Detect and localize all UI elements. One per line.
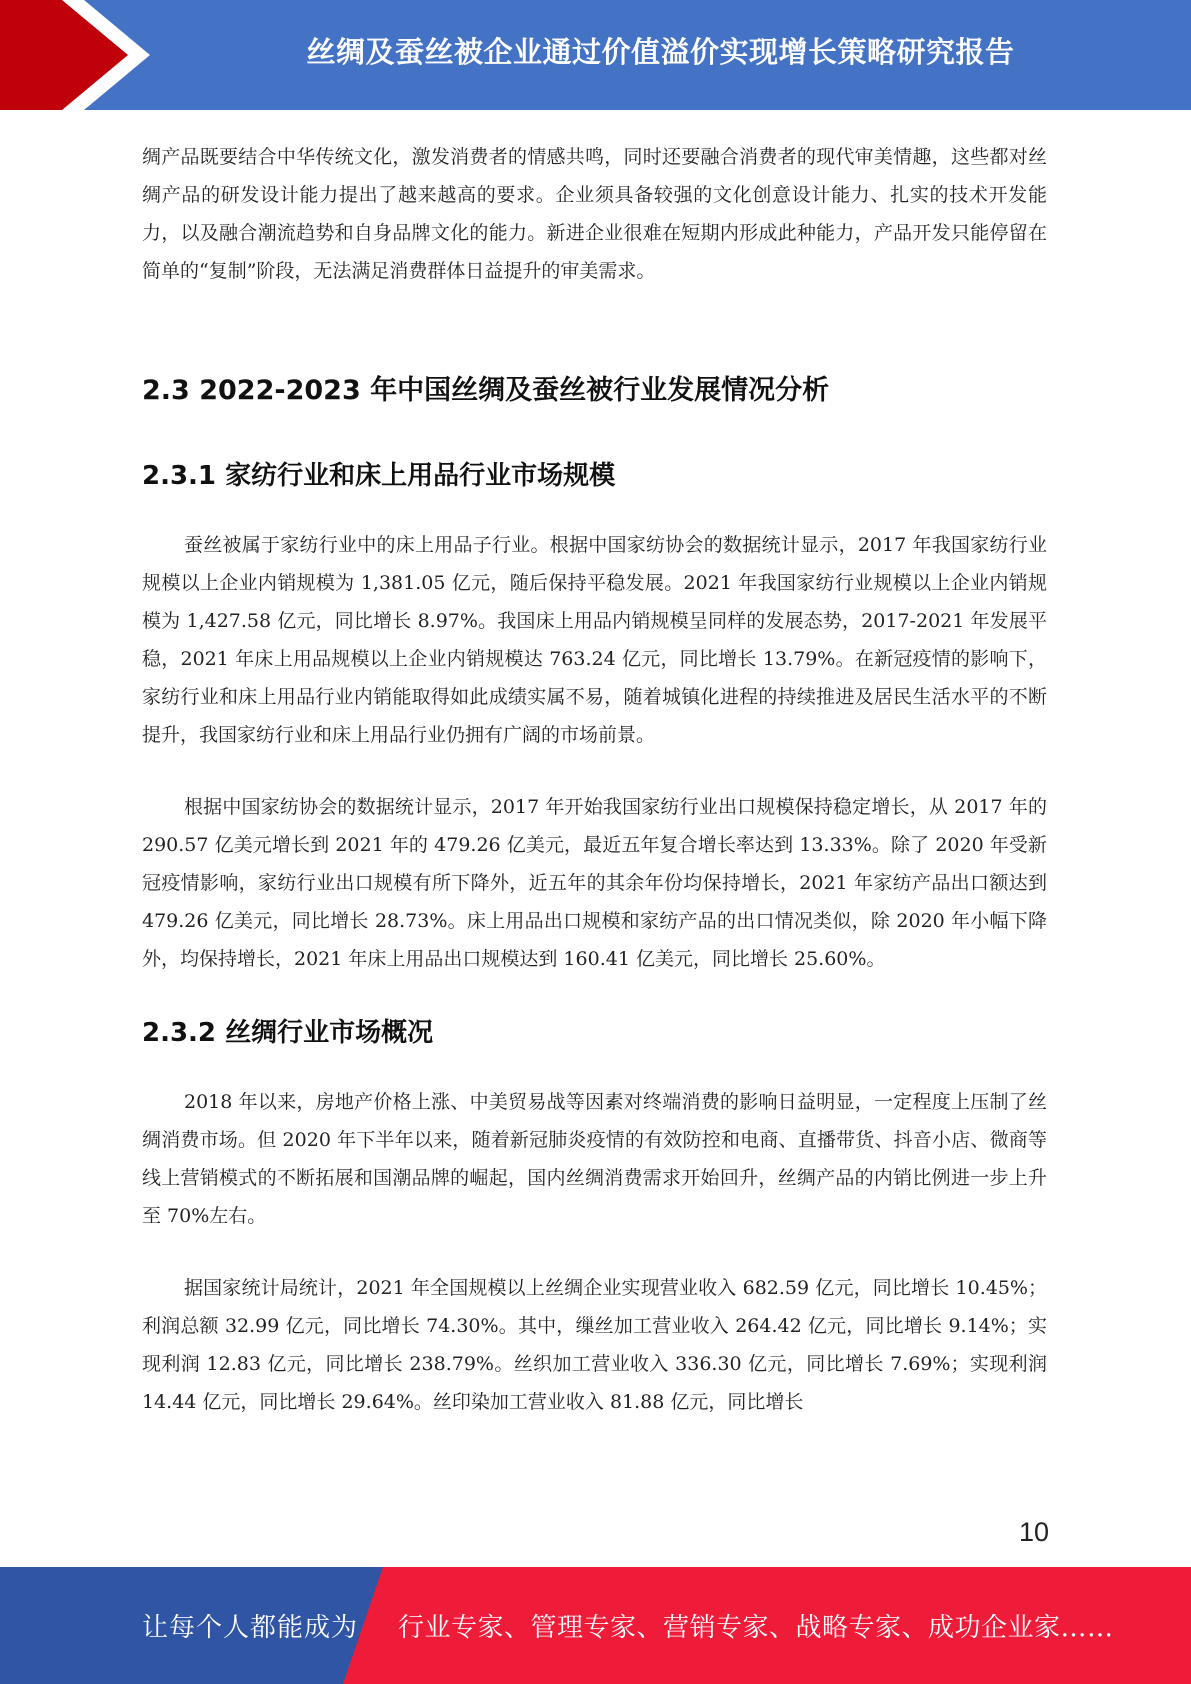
- page-footer: [0, 1567, 1191, 1684]
- page-content: [142, 120, 1047, 1421]
- footer-slogan-right: 行业专家、管理专家、营销专家、战略专家、成功企业家……: [398, 1613, 1114, 1643]
- section-2-3-1-paragraph-1: 蚕丝被属于家纺行业中的床上用品子行业。根据中国家纺协会的数据统计显示，2017 年我国家纺行业规模以上企业内销规模为 1,381.05 亿元，随后保持平稳发展。2021 年我国家纺行业规模以上企业内销规模为 1,427.58 亿元，同比增长 8.97%。我国床上用品内销规模呈同样的发展态势，2017-2021 年发展平稳，2021 年床上用品规模以上企业内销规模达 763.24 亿元，同比增长 13.79%。在新冠疫情的影响下，家纺行业和床上用品行业内销能取得如此成绩实属不易，随着城镇化进程的持续推进及居民生活水平的不断提升，我国家纺行业和床上用品行业仍拥有广阔的市场前景。: [142, 534, 1047, 746]
- section-2-3-2-paragraph-2: 据国家统计局统计，2021 年全国规模以上丝绸企业实现营业收入 682.59 亿元，同比增长 10.45%；利润总额 32.99 亿元，同比增长 74.30%。其中，缫丝加工营业收入 264.42 亿元，同比增长 9.14%；实现利润 12.83 亿元，同比增长 238.79%。丝织加工营业收入 336.30 亿元，同比增长 7.69%；实现利润 14.44 亿元，同比增长 29.64%。丝印染加工营业收入 81.88 亿元，同比增长: [142, 1277, 1047, 1413]
- section-2-3-1-paragraph-2: 根据中国家纺协会的数据统计显示，2017 年开始我国家纺行业出口规模保持稳定增长，从 2017 年的 290.57 亿美元增长到 2021 年的 479.26 亿美元，最近五年复合增长率达到 13.33%。除了 2020 年受新冠疫情影响，家纺行业出口规模有所下降外，近五年的其余年份均保持增长，2021 年家纺产品出口额达到 479.26 亿美元，同比增长 28.73%。床上用品出口规模和家纺产品的出口情况类似，除 2020 年小幅下降外，均保持增长，2021 年床上用品出口规模达到 160.41 亿美元，同比增长 25.60%。: [142, 796, 1047, 970]
- section-2-3-2-paragraph-1: 2018 年以来，房地产价格上涨、中美贸易战等因素对终端消费的影响日益明显，一定程度上压制了丝绸消费市场。但 2020 年下半年以来，随着新冠肺炎疫情的有效防控和电商、直播带货、抖音小店、微商等线上营销模式的不断拓展和国潮品牌的崛起，国内丝绸消费需求开始回升，丝绸产品的内销比例进一步上升至 70%左右。: [142, 1091, 1047, 1227]
- section-2-3-1-heading: 2.3.1 家纺行业和床上用品行业市场规模: [142, 461, 616, 491]
- intro-paragraph: 绸产品既要结合中华传统文化，激发消费者的情感共鸣，同时还要融合消费者的现代审美情趣，这些都对丝绸产品的研发设计能力提出了越来越高的要求。企业须具备较强的文化创意设计能力、扎实的技术开发能力，以及融合潮流趋势和自身品牌文化的能力。新进企业很难在短期内形成此种能力，产品开发只能停留在简单的“复制”阶段，无法满足消费群体日益提升的审美需求。: [142, 146, 1047, 282]
- footer-slogan-left: 让每个人都能成为: [142, 1613, 359, 1643]
- page-number: 10: [1018, 1517, 1049, 1547]
- section-2-3-heading: 2.3 2022-2023 年中国丝绸及蚕丝被行业发展情况分析: [142, 375, 830, 406]
- section-2-3-2-heading: 2.3.2 丝绸行业市场概况: [142, 1018, 434, 1048]
- report-title: 丝绸及蚕丝被企业通过价值溢价实现增长策略研究报告: [306, 34, 1015, 69]
- page-header: [0, 0, 1191, 110]
